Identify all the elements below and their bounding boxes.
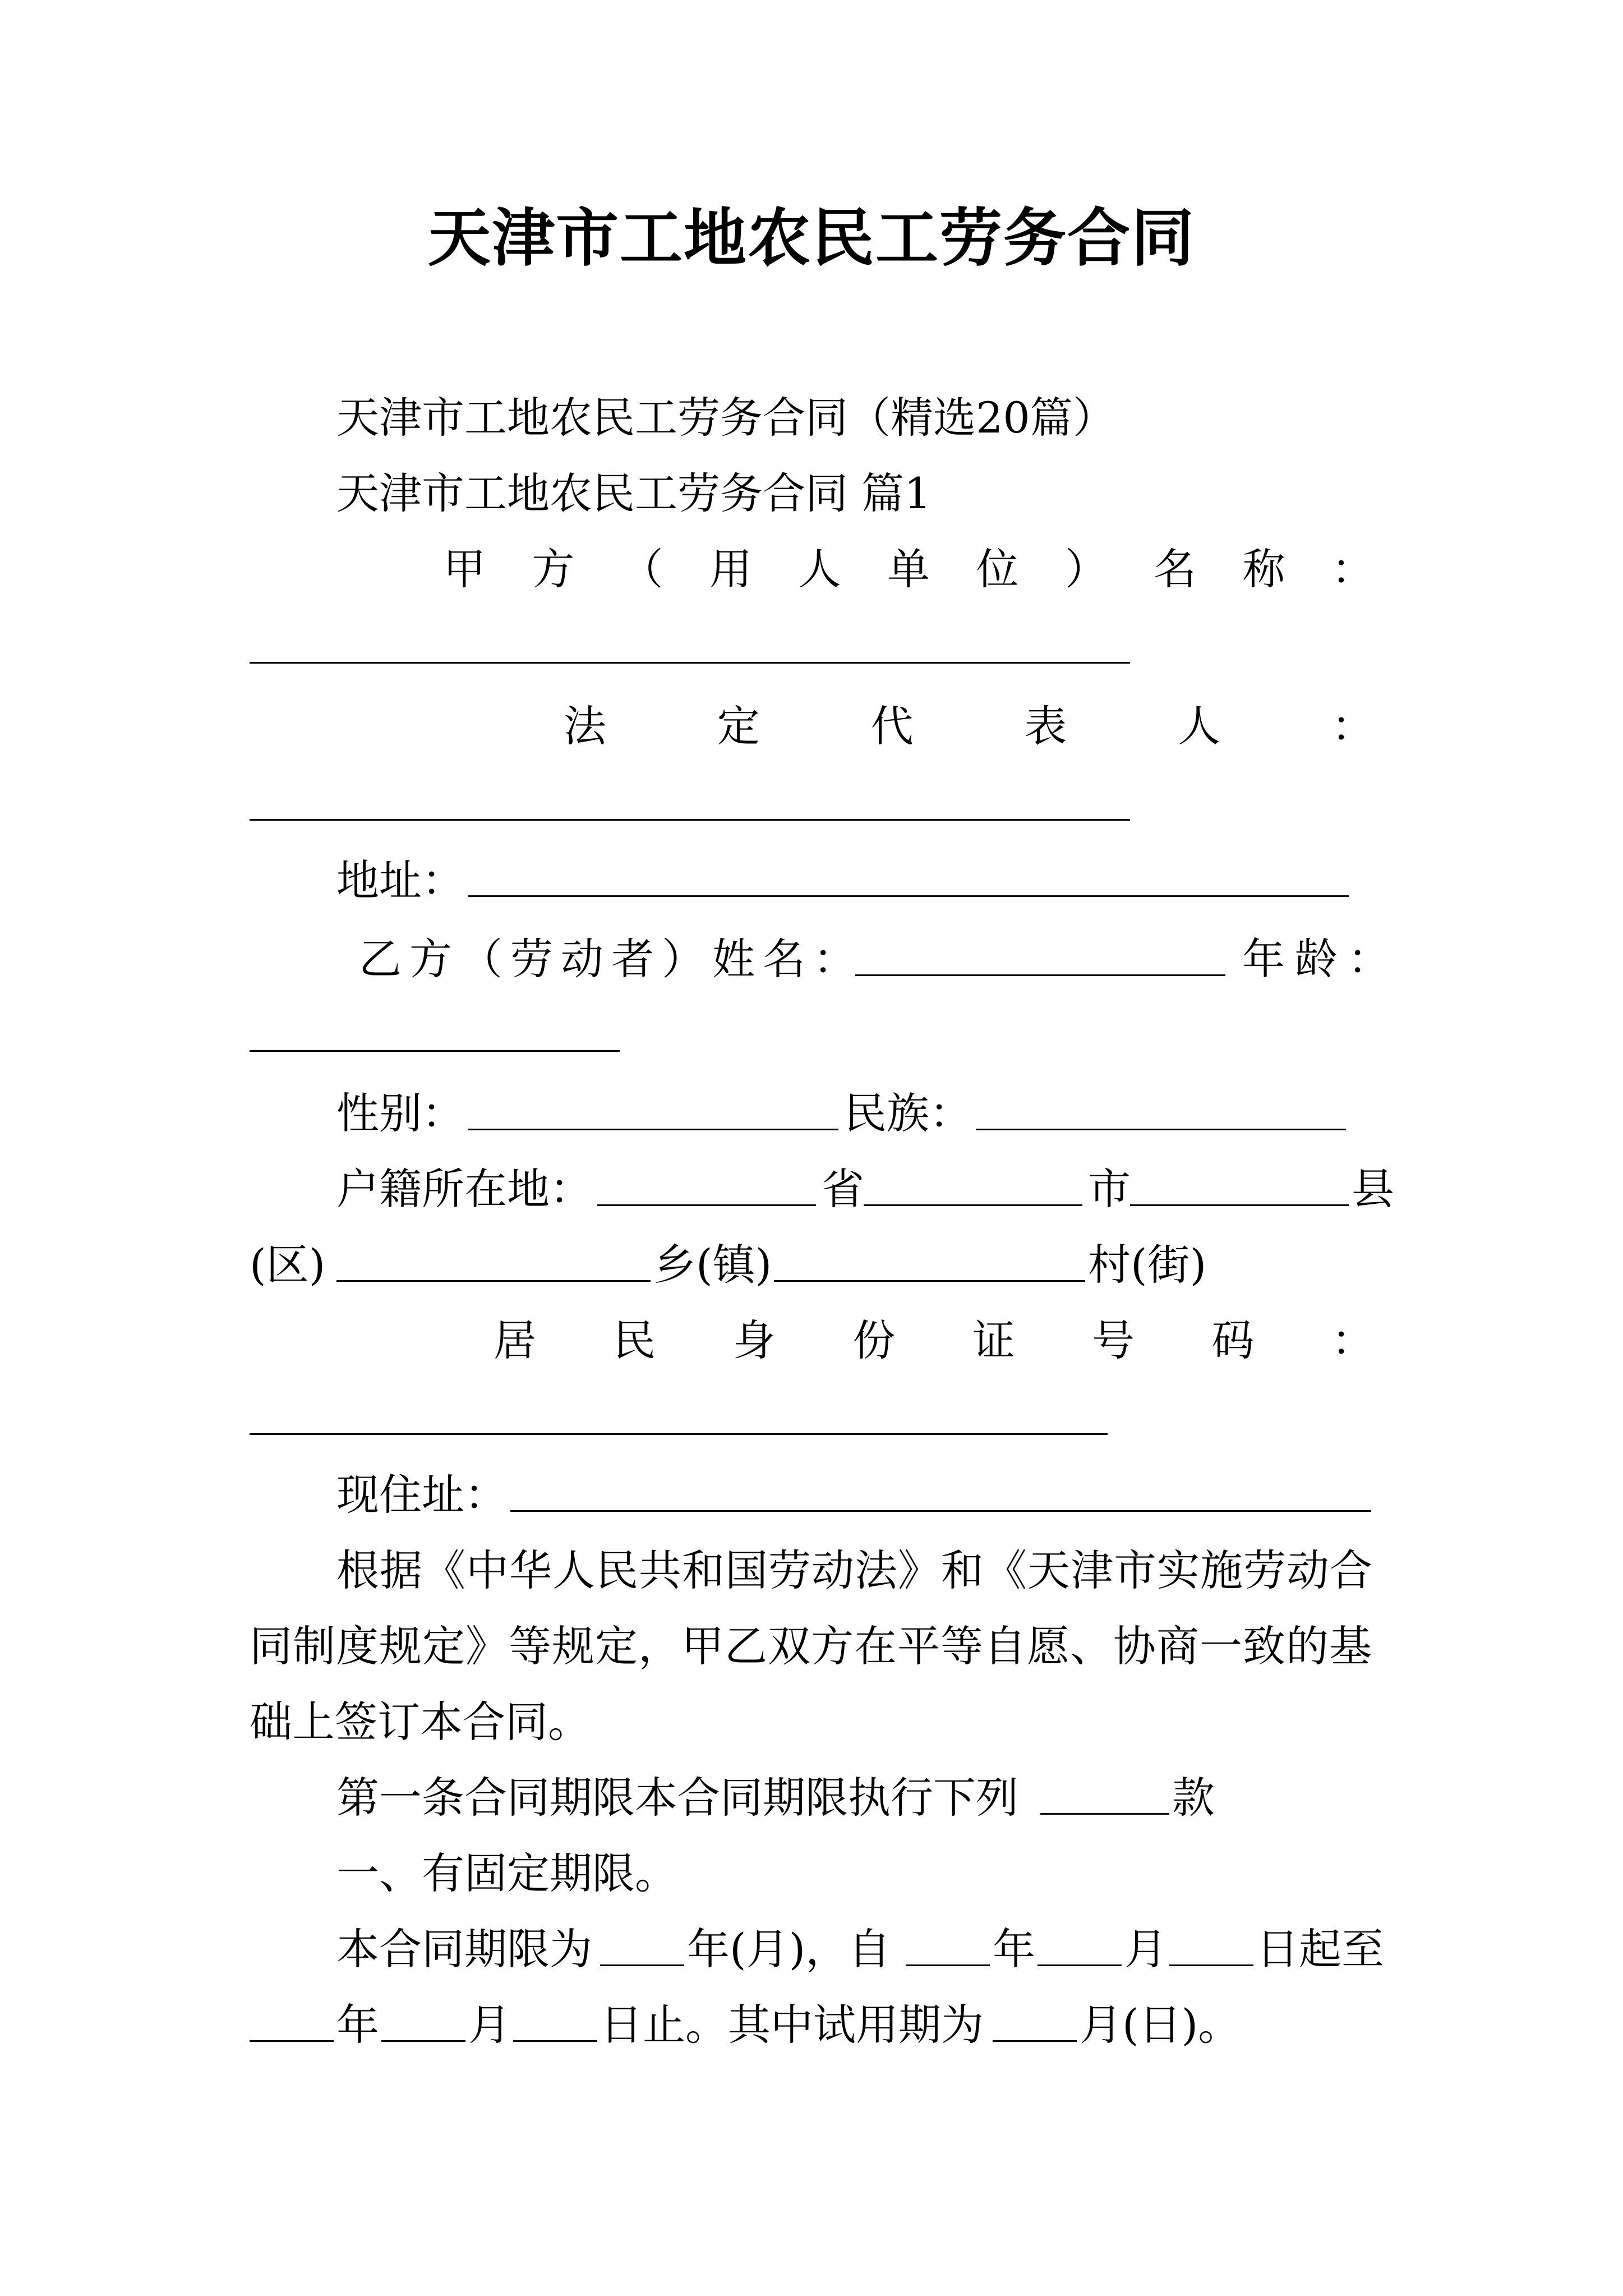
id-number-char: 号 (1092, 1315, 1135, 1365)
ethnic-blank (976, 1129, 1346, 1130)
end-month-blank (381, 2040, 465, 2042)
age-label: 年龄： (1242, 934, 1400, 984)
id-number-label (494, 1310, 1374, 1372)
party-a-name-char: 称 (1242, 544, 1285, 594)
district-label: (区) (250, 1240, 326, 1290)
city-label: 市 (1088, 1164, 1131, 1214)
legal-representative-label (564, 696, 1374, 757)
party-b-name-blank (855, 974, 1225, 976)
village-label: 村(街) (1088, 1240, 1207, 1290)
legal-representative-char: 人 (1178, 701, 1221, 751)
id-number-char: 居 (494, 1315, 536, 1365)
document-title: 天津市工地农民工劳务合同 (428, 201, 1195, 275)
term-text-d: 月 (1124, 1924, 1167, 1974)
party-a-name-char: （ (620, 544, 663, 594)
current-address-label: 现住址： (336, 1470, 507, 1520)
province-blank (597, 1204, 816, 1206)
township-label: 乡(镇) (653, 1240, 772, 1290)
preamble-line-3: 础上签订本合同。 (250, 1697, 591, 1747)
article-1-suffix: 款 (1172, 1773, 1215, 1823)
id-number-blank (250, 1433, 1108, 1435)
id-number-char: ： (1331, 1315, 1374, 1365)
party-a-name-char: ） (1064, 544, 1108, 594)
article-1-blank (1040, 1813, 1169, 1815)
section-heading: 天津市工地农民工劳务合同 篇1 (336, 468, 932, 518)
city-blank (864, 1204, 1082, 1206)
term2-text-d: 月(日)。 (1080, 2000, 1241, 2050)
start-year-blank (906, 1964, 990, 1966)
end-day-blank (513, 2040, 597, 2042)
end-year-blank (250, 2040, 334, 2042)
term-years-blank (600, 1964, 684, 1966)
id-number-char: 证 (972, 1315, 1015, 1365)
legal-representative-char: 法 (564, 701, 606, 751)
term2-text-b: 月 (468, 2000, 511, 2050)
id-number-char: 码 (1211, 1315, 1255, 1365)
term-text-b: 年(月)，自 (687, 1924, 891, 1974)
township-blank (336, 1280, 651, 1282)
party-a-name-char: 方 (532, 544, 575, 594)
village-blank (774, 1280, 1085, 1282)
party-a-name-char: 名 (1154, 544, 1197, 594)
legal-representative-blank (250, 819, 1130, 821)
party-a-name-label (443, 539, 1374, 600)
party-a-name-blank (250, 662, 1130, 664)
legal-representative-char: 定 (717, 701, 760, 751)
party-a-name-char: 甲 (443, 544, 486, 594)
province-label: 省 (822, 1164, 864, 1214)
county-blank (1130, 1204, 1349, 1206)
address-label: 地址： (336, 855, 464, 905)
subtitle: 天津市工地农民工劳务合同（精选20篇） (336, 393, 1115, 443)
id-number-char: 身 (732, 1315, 776, 1365)
ethnic-label: 民族： (844, 1088, 972, 1138)
current-address-blank (510, 1510, 1371, 1512)
legal-representative-char: 代 (870, 701, 914, 751)
article-1-text: 第一条合同期限本合同期限执行下列 (336, 1773, 1018, 1823)
preamble-line-2: 同制度规定》等规定，甲乙双方在平等自愿、协商一致的基 (250, 1621, 1372, 1671)
party-a-name-char: 用 (709, 544, 753, 594)
legal-representative-char: ： (1331, 701, 1374, 751)
term-text-c: 年 (993, 1924, 1035, 1974)
gender-label: 性别： (336, 1088, 464, 1138)
term-text-a: 本合同期限为 (336, 1924, 592, 1974)
party-b-name-label: 乙方（劳动者）姓名： (359, 934, 864, 984)
probation-blank (993, 2040, 1077, 2042)
party-a-name-char: 单 (887, 544, 930, 594)
term-text-e: 日起至 (1256, 1924, 1384, 1974)
term2-text-a: 年 (336, 2000, 379, 2050)
preamble-line-1: 根据《中华人民共和国劳动法》和《天津市实施劳动合 (336, 1545, 1373, 1595)
age-blank (250, 1050, 620, 1052)
party-a-name-char: ： (1331, 544, 1374, 594)
start-day-blank (1169, 1964, 1253, 1966)
party-a-name-char: 人 (798, 544, 841, 594)
start-month-blank (1038, 1964, 1122, 1966)
county-label: 县 (1352, 1164, 1394, 1214)
id-number-char: 民 (613, 1315, 656, 1365)
fixed-term-heading: 一、有固定期限。 (336, 1848, 677, 1898)
id-number-char: 份 (852, 1315, 896, 1365)
party-a-name-char: 位 (976, 544, 1019, 594)
address-blank (468, 895, 1349, 897)
term2-text-c: 日止。其中试用期为 (600, 2000, 984, 2050)
legal-representative-char: 表 (1024, 701, 1067, 751)
gender-blank (468, 1129, 838, 1130)
household-label: 户籍所在地： (336, 1164, 592, 1214)
